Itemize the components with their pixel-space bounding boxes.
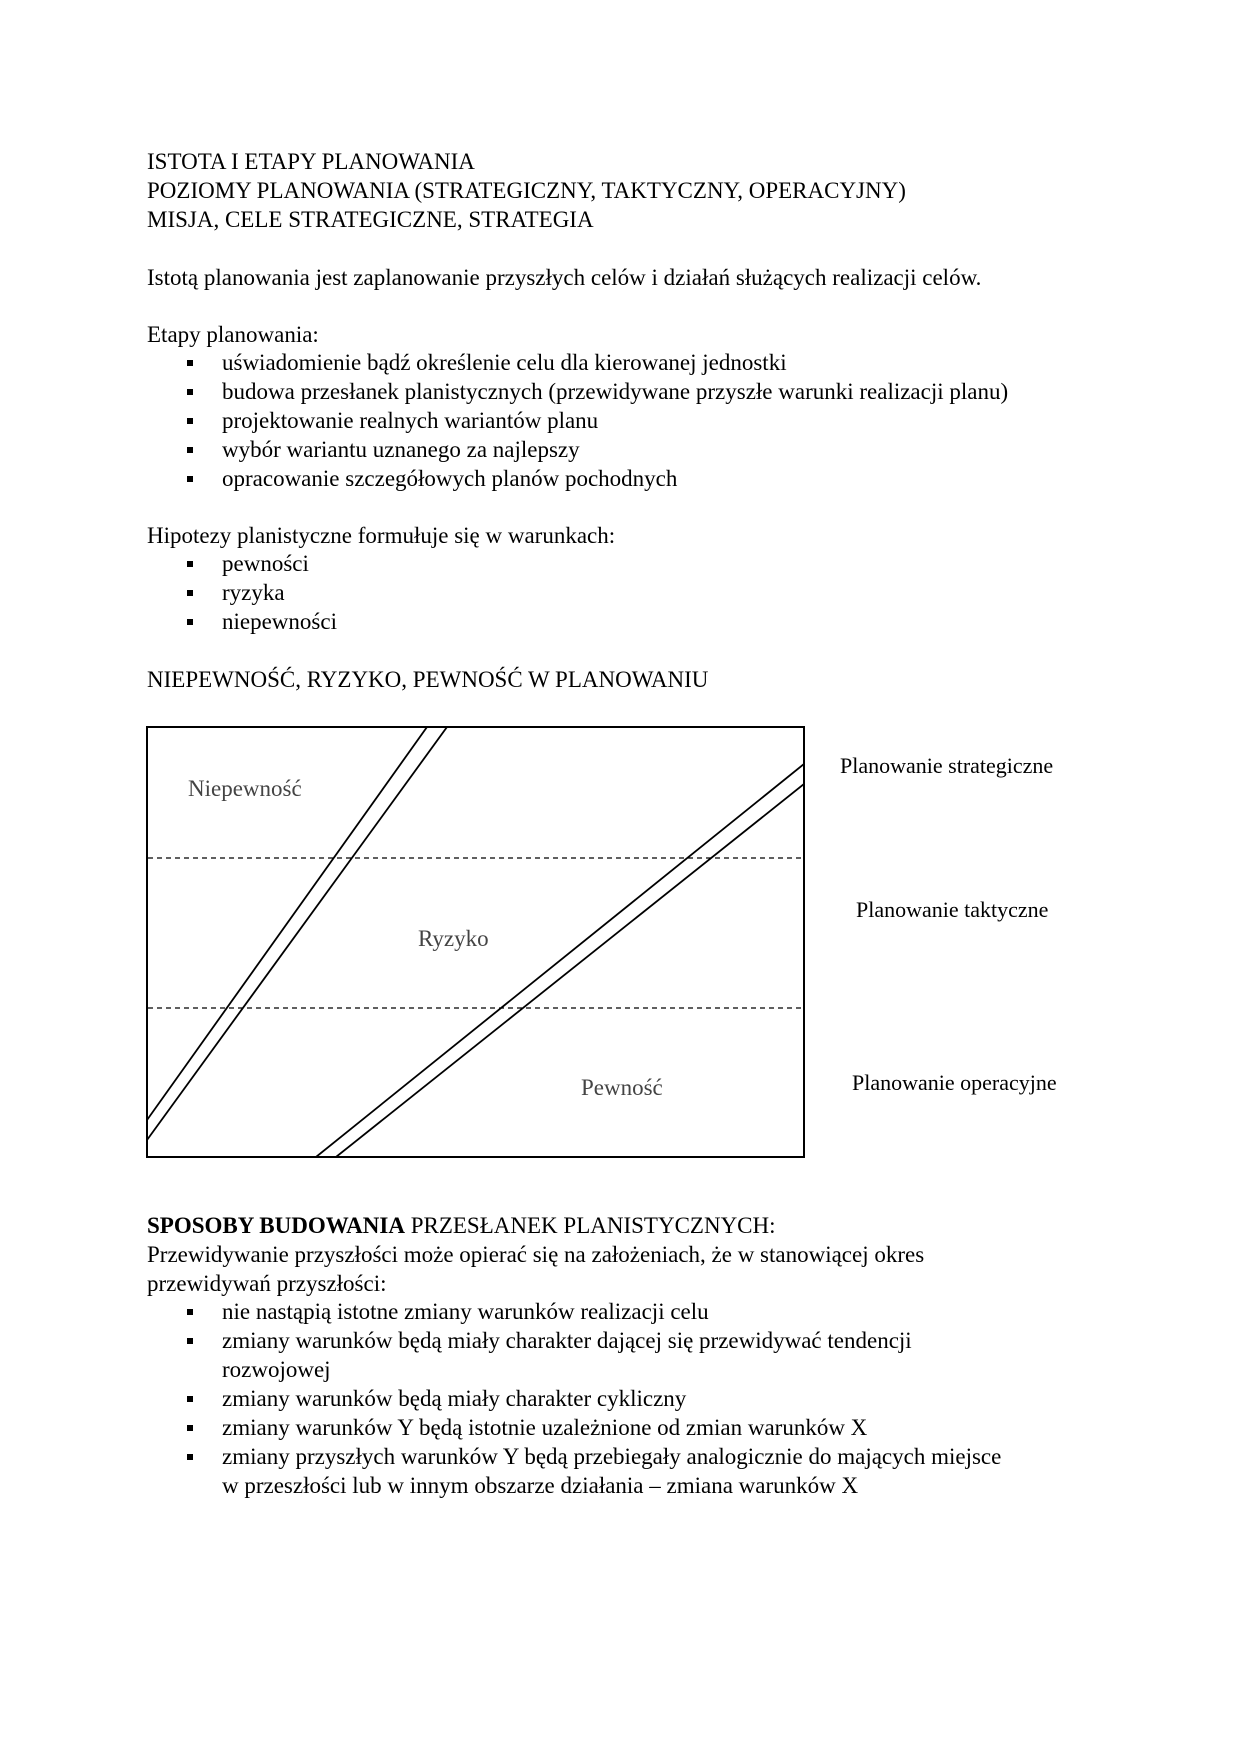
bullet-icon xyxy=(187,1338,193,1344)
premise-item: zmiany warunków Y będą istotnie uzależnione od zmian warunków X xyxy=(222,1415,868,1440)
bullet-icon xyxy=(187,1309,193,1315)
stage-item: projektowanie realnych wariantów planu xyxy=(222,408,599,433)
level-label-tactical: Planowanie taktyczne xyxy=(856,897,1049,922)
stage-item: uświadomienie bądź określenie celu dla kierowanej jednostki xyxy=(222,350,787,375)
zone-label-certainty: Pewność xyxy=(581,1075,663,1100)
certainty-boundary-line-a xyxy=(316,764,804,1157)
stage-item: budowa przesłanek planistycznych (przewidywane przyszłe warunki realizacji planu) xyxy=(222,379,1009,404)
level-label-strategic: Planowanie strategiczne xyxy=(840,753,1054,778)
bullet-icon xyxy=(187,1454,193,1460)
premise-item: zmiany warunków będą miały charakter dającej się przewidywać tendencji xyxy=(222,1328,912,1353)
hypothesis-item: ryzyka xyxy=(222,580,285,605)
premise-item-continued: w przeszłości lub w innym obszarze działania – zmiana warunków X xyxy=(222,1473,859,1498)
premises-title-rest: PRZESŁANEK PLANISTYCZNYCH: xyxy=(404,1213,776,1238)
heading-1: ISTOTA I ETAPY PLANOWANIA xyxy=(147,149,475,174)
certainty-boundary-line-b xyxy=(336,784,804,1157)
premise-item: zmiany przyszłych warunków Y będą przebiegały analogicznie do mających miejsce xyxy=(222,1444,1002,1469)
hypothesis-item: pewności xyxy=(222,551,309,576)
zone-label-uncertainty: Niepewność xyxy=(188,776,302,801)
hypothesis-item: niepewności xyxy=(222,609,337,634)
premises-title-bold: SPOSOBY BUDOWANIA xyxy=(147,1213,405,1238)
bullet-icon xyxy=(187,1396,193,1402)
heading-3: MISJA, CELE STRATEGICZNE, STRATEGIA xyxy=(147,207,594,232)
stages-title: Etapy planowania: xyxy=(147,322,319,347)
premise-item: nie nastąpią istotne zmiany warunków realizacji celu xyxy=(222,1299,709,1324)
hypotheses-title: Hipotezy planistyczne formułuje się w warunkach: xyxy=(147,523,616,548)
premises-lead-line1: Przewidywanie przyszłości może opierać się na założeniach, że w stanowiącej okres xyxy=(147,1242,925,1267)
zone-label-risk: Ryzyko xyxy=(418,926,489,951)
stage-item: opracowanie szczegółowych planów pochodnych xyxy=(222,466,678,491)
intro-paragraph: Istotą planowania jest zaplanowanie przyszłych celów i działań służących realizacji celów. xyxy=(147,265,982,290)
stage-item: wybór wariantu uznanego za najlepszy xyxy=(222,437,580,462)
premise-item-continued: rozwojowej xyxy=(222,1357,331,1382)
premises-lead-line2: przewidywań przyszłości: xyxy=(147,1271,387,1296)
premises-title xyxy=(147,1211,776,1240)
level-label-operational: Planowanie operacyjne xyxy=(852,1070,1057,1095)
bullet-icon xyxy=(187,1425,193,1431)
heading-2: POZIOMY PLANOWANIA (STRATEGICZNY, TAKTYCZNY, OPERACYJNY) xyxy=(147,178,906,203)
diagram-title: NIEPEWNOŚĆ, RYZYKO, PEWNOŚĆ W PLANOWANIU xyxy=(147,667,709,692)
premise-item: zmiany warunków będą miały charakter cykliczny xyxy=(222,1386,687,1411)
